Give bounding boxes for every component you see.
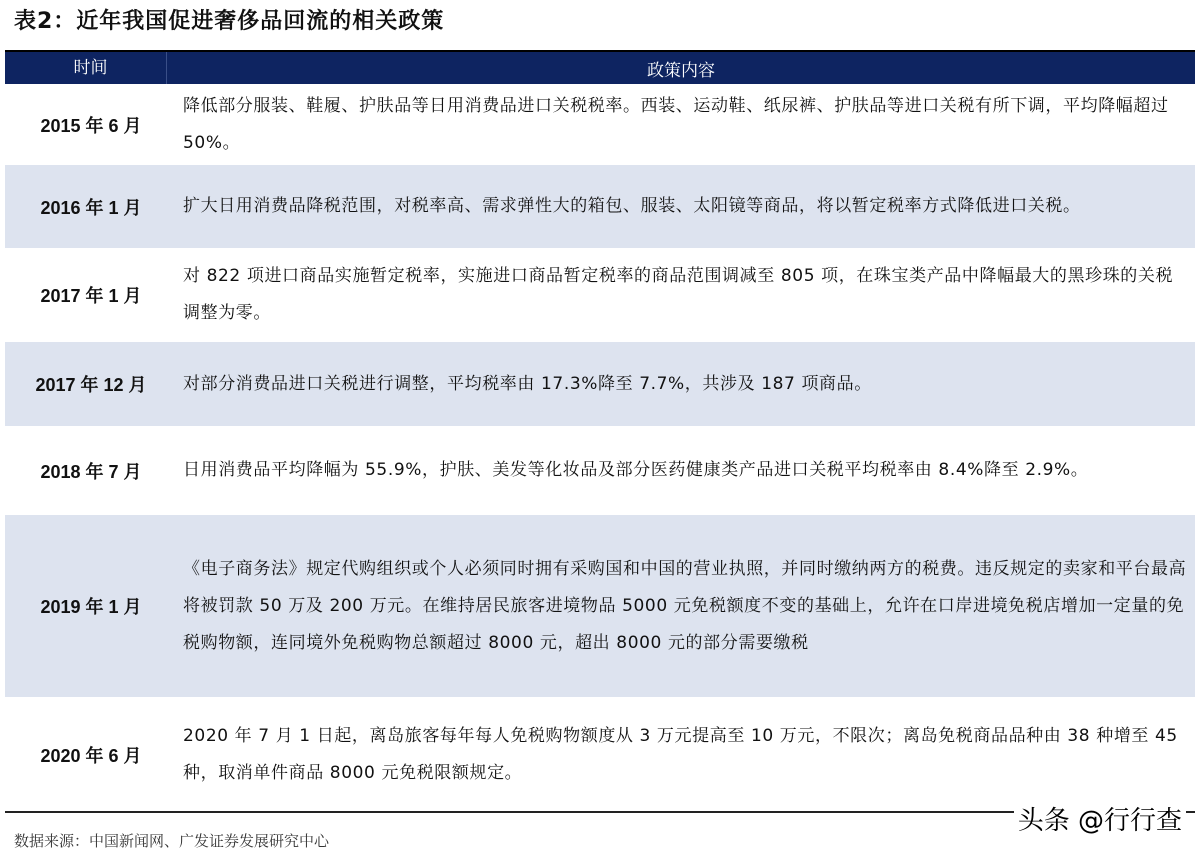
data-source: 数据来源：中国新闻网、广发证券发展研究中心 (14, 832, 330, 850)
table-row (5, 248, 1195, 342)
watermark: 头条 @行行查 (1014, 800, 1186, 837)
table-header (5, 50, 1195, 84)
table-row (5, 426, 1195, 515)
row-text: 《电子商务法》规定代购组织或个人必须同时拥有采购国和中国的营业执照，并同时缴纳两方的税费。违反规定的卖家和平台最高将被罚款 50 万及 200 万元。在维持居民旅客进境物品 5000 元免税额度不变的基础上，允许在口岸进境免税店增加一定量的免税购物额，连同境外免税购物总额超过 8000 元，超出 8000 元的部分需要缴税 (183, 558, 1187, 653)
row-date: 2017 年 1 月 (40, 286, 142, 306)
row-text: 降低部分服装、鞋履、护肤品等日用消费品进口关税税率。西装、运动鞋、纸尿裤、护肤品等进口关税有所下调，平均降幅超过 50%。 (183, 95, 1169, 153)
header-content: 政策内容 (647, 60, 715, 81)
table-row (5, 697, 1195, 812)
row-date: 2016 年 1 月 (40, 197, 142, 218)
row-text: 对 822 项进口商品实施暂定税率，实施进口商品暂定税率的商品范围调减至 805 项，在珠宝类产品中降幅最大的黑珍珠的关税调整为零。 (183, 266, 1174, 323)
row-date: 2018 年 7 月 (40, 461, 142, 482)
row-text: 2020 年 7 月 1 日起，离岛旅客每年每人免税购物额度从 3 万元提高至 10 万元，不限次；离岛免税商品品种由 38 种增至 45 种，取消单件商品 8000 元免税限额规定。 (183, 725, 1178, 783)
policy-table (5, 50, 1195, 812)
table-row (5, 515, 1195, 697)
row-date: 2019 年 1 月 (40, 597, 142, 617)
row-date: 2020 年 6 月 (40, 745, 142, 766)
table-row (5, 165, 1195, 248)
row-text: 对部分消费品进口关税进行调整，平均税率由 17.3%降至 7.7%，共涉及 187 项商品。 (183, 373, 872, 394)
row-text: 扩大日用消费品降税范围，对税率高、需求弹性大的箱包、服装、太阳镜等商品，将以暂定税率方式降低进口关税。 (183, 196, 1081, 216)
table-row (5, 342, 1195, 426)
table-row (5, 84, 1195, 165)
row-date: 2015 年 6 月 (40, 115, 142, 136)
header-time: 时间 (5, 52, 167, 84)
row-date: 2017 年 12 月 (35, 375, 147, 395)
table-title: 表2：近年我国促进奢侈品回流的相关政策 (14, 9, 445, 34)
row-text: 日用消费品平均降幅为 55.9%，护肤、美发等化妆品及部分医药健康类产品进口关税平均税率由 8.4%降至 2.9%。 (183, 460, 1089, 480)
